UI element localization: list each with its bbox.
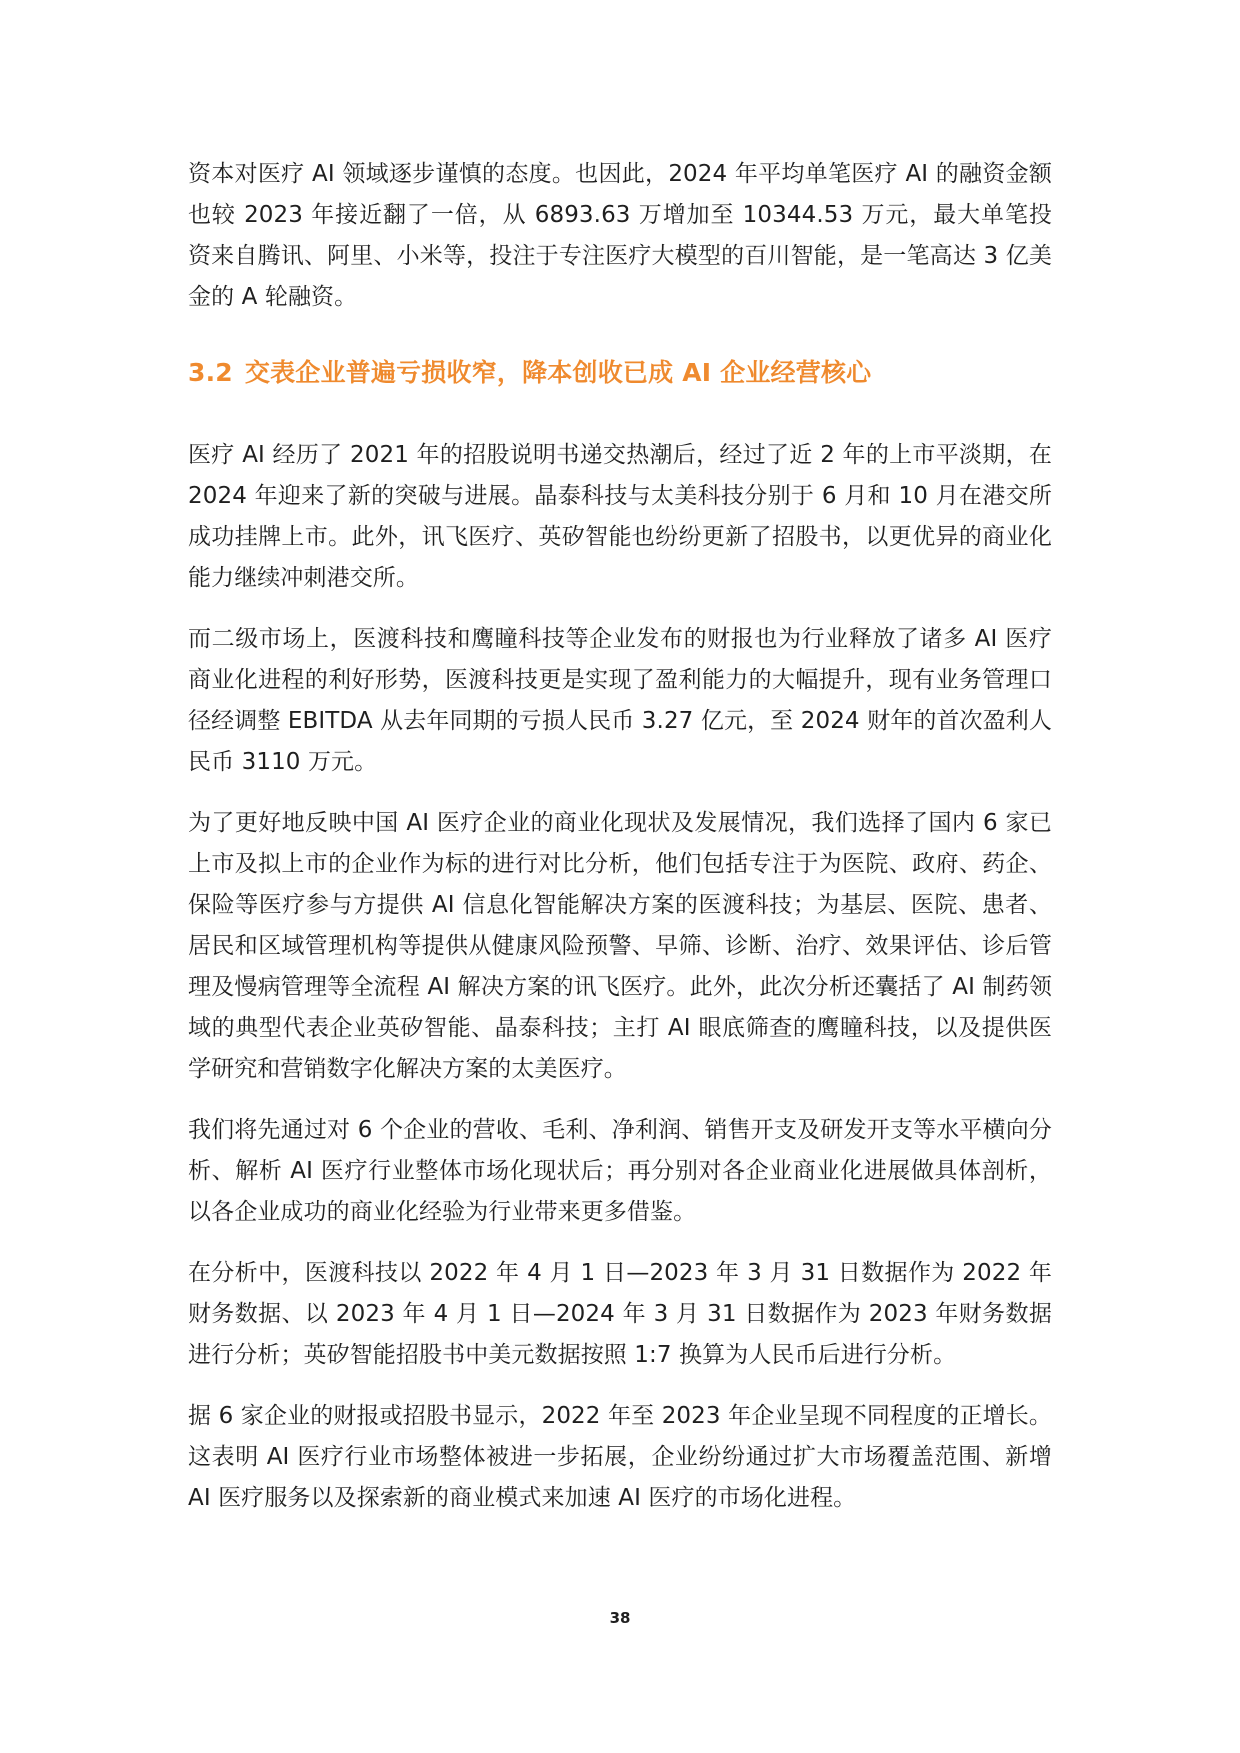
paragraph-growth-summary: 据 6 家企业的财报或招股书显示，2022 年至 2023 年企业呈现不同程度的正增长。这表明 AI 医疗行业市场整体被进一步拓展，企业纷纷通过扩大市场覆盖范围、新增 AI 医疗服务以及探索新的商业模式来加速 AI 医疗的市场化进程。: [188, 1403, 1052, 1511]
intro-paragraph: 资本对医疗 AI 领域逐步谨慎的态度。也因此，2024 年平均单笔医疗 AI 的融资金额也较 2023 年接近翻了一倍，从 6893.63 万增加至 10344.53 万元，最大单笔投资来自腾讯、阿里、小米等，投注于专注医疗大模型的百川智能，是一笔高达 3 亿美金的 A 轮融资。: [188, 161, 1052, 310]
paragraph-listing: 医疗 AI 经历了 2021 年的招股说明书递交热潮后，经过了近 2 年的上市平淡期，在 2024 年迎来了新的突破与进展。晶泰科技与太美科技分别于 6 月和 10 月在港交所成功挂牌上市。此外，讯飞医疗、英矽智能也纷纷更新了招股书，以更优异的商业化能力继续冲刺港交所。: [188, 442, 1052, 591]
section-number: 3.2: [188, 358, 233, 387]
page-number: 38: [609, 1609, 631, 1627]
section-title: 交表企业普遍亏损收窄，降本创收已成 AI 企业经营核心: [244, 358, 872, 387]
paragraph-data-notes: 在分析中，医渡科技以 2022 年 4 月 1 日—2023 年 3 月 31 日数据作为 2022 年财务数据、以 2023 年 4 月 1 日—2024 年 3 月 31 日数据作为 2023 年财务数据进行分析；英矽智能招股书中美元数据按照 1:7 换算为人民币后进行分析。: [188, 1260, 1052, 1368]
document-body: [188, 154, 1052, 1519]
section-heading: [188, 356, 1052, 390]
paragraph-secondary-market: 而二级市场上，医渡科技和鹰瞳科技等企业发布的财报也为行业释放了诸多 AI 医疗商业化进程的利好形势，医渡科技更是实现了盈利能力的大幅提升，现有业务管理口径经调整 EBITDA 从去年同期的亏损人民币 3.27 亿元，至 2024 财年的首次盈利人民币 3110 万元。: [188, 626, 1052, 775]
paragraph-analysis-method: 我们将先通过对 6 个企业的营收、毛利、净利润、销售开支及研发开支等水平横向分析、解析 AI 医疗行业整体市场化现状后；再分别对各企业商业化进展做具体剖析，以各企业成功的商业化经验为行业带来更多借鉴。: [188, 1117, 1052, 1225]
paragraph-company-selection: 为了更好地反映中国 AI 医疗企业的商业化现状及发展情况，我们选择了国内 6 家已上市及拟上市的企业作为标的进行对比分析，他们包括专注于为医院、政府、药企、保险等医疗参与方提供 AI 信息化智能解决方案的医渡科技；为基层、医院、患者、居民和区域管理机构等提供从健康风险预警、早筛、诊断、治疗、效果评估、诊后管理及慢病管理等全流程 AI 解决方案的讯飞医疗。此外，此次分析还囊括了 AI 制药领域的典型代表企业英矽智能、晶泰科技；主打 AI 眼底筛查的鹰瞳科技，以及提供医学研究和营销数字化解决方案的太美医疗。: [188, 810, 1052, 1082]
